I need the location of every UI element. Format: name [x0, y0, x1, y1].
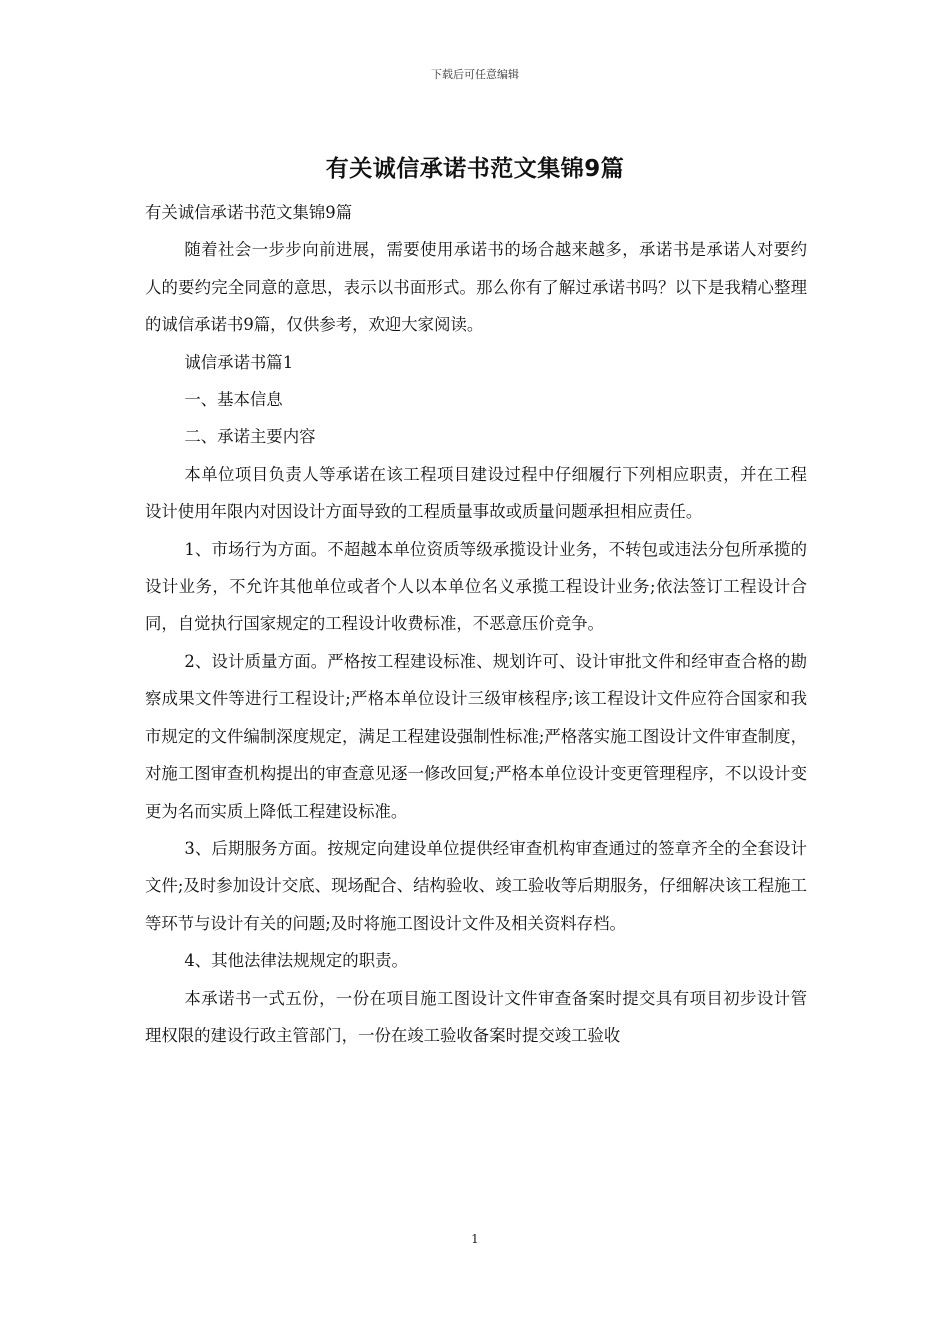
paragraph-item-2: 2、设计质量方面。严格按工程建设标准、规划许可、设计审批文件和经审查合格的勘察成果文件等进行工程设计;严格本单位设计三级审核程序;该工程设计文件应符合国家和我市规定的文件编制深度规定，满足工程建设强制性标准;严格落实施工图设计文件审查制度，对施工图审查机构提出的审查意见逐一修改回复;严格本单位设计变更管理程序，不以设计变更为名而实质上降低工程建设标准。: [145, 651, 807, 821]
document-body: [145, 194, 807, 1054]
paragraph-commitment: 本单位项目负责人等承诺在该工程项目建设过程中仔细履行下列相应职责，并在工程设计使用年限内对因设计方面导致的工程质量事故或质量问题承担相应责任。: [145, 464, 807, 522]
document-title: 有关诚信承诺书范文集锦9篇: [325, 156, 625, 182]
paragraph-section-heading: 诚信承诺书篇1: [184, 352, 294, 372]
page-header-note: 下载后可任意编辑: [431, 68, 519, 81]
paragraph-main-content: 二、承诺主要内容: [184, 427, 316, 447]
paragraph-basic-info: 一、基本信息: [184, 390, 283, 410]
paragraph-copies: 本承诺书一式五份，一份在项目施工图设计文件审查备案时提交具有项目初步设计管理权限的建设行政主管部门，一份在竣工验收备案时提交竣工验收: [145, 988, 807, 1045]
paragraph-subtitle: 有关诚信承诺书范文集锦9篇: [145, 203, 353, 222]
paragraph-item-1: 1、市场行为方面。不超越本单位资质等级承揽设计业务，不转包或违法分包所承揽的设计业务，不允许其他单位或者个人以本单位名义承揽工程设计业务;依法签订工程设计合同，自觉执行国家规定的工程设计收费标准，不恶意压价竞争。: [145, 539, 807, 634]
paragraph-item-4: 4、其他法律法规规定的职责。: [184, 951, 408, 971]
page-number: 1: [471, 1232, 479, 1246]
paragraph-intro: 随着社会一步步向前进展，需要使用承诺书的场合越来越多，承诺书是承诺人对要约人的要约完全同意的意思，表示以书面形式。那么你有了解过承诺书吗？以下是我精心整理的诚信承诺书9篇，仅供参考，欢迎大家阅读。: [145, 240, 807, 335]
paragraph-item-3: 3、后期服务方面。按规定向建设单位提供经审查机构审查通过的签章齐全的全套设计文件;及时参加设计交底、现场配合、结构验收、竣工验收等后期服务，仔细解决该工程施工等环节与设计有关的问题;及时将施工图设计文件及相关资料存档。: [145, 838, 807, 933]
